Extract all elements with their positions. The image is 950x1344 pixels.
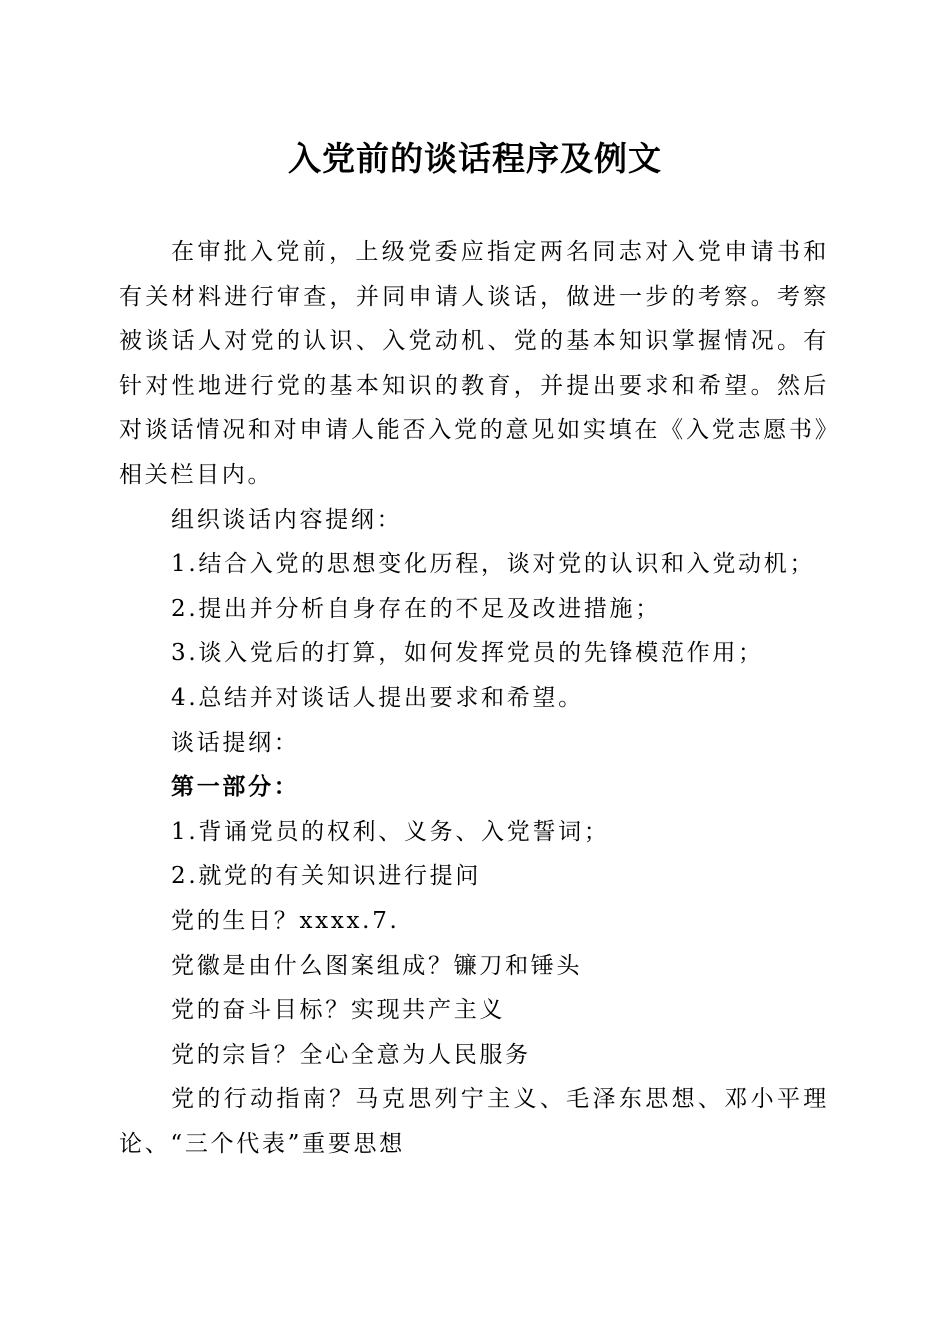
document-title: 入党前的谈话程序及例文 xyxy=(288,139,662,178)
outline-item: 3.谈入党后的打算，如何发挥党员的先锋模范作用； xyxy=(171,640,764,667)
section-heading: 第一部分： xyxy=(171,773,300,801)
outline-item: 2.提出并分析自身存在的不足及改进措施； xyxy=(171,595,661,622)
question-line: 党的生日？xxxx.7. xyxy=(171,907,400,934)
talk-outline-heading: 谈话提纲： xyxy=(171,729,300,756)
section-item: 1.背诵党员的权利、义务、入党誓词； xyxy=(171,818,610,845)
outline-item: 1.结合入党的思想变化历程，谈对党的认识和入党动机； xyxy=(171,551,816,578)
outline-heading: 组织谈话内容提纲： xyxy=(171,506,403,533)
question-line: 党的行动指南？马克思列宁主义、毛泽东思想、邓小平理论、“三个代表”重要思想 xyxy=(119,1086,829,1157)
question-line: 党的宗旨？全心全意为人民服务 xyxy=(171,1041,531,1068)
document-body xyxy=(119,230,829,1166)
question-line: 党徽是由什么图案组成？镰刀和锤头 xyxy=(171,952,583,979)
intro-paragraph: 在审批入党前，上级党委应指定两名同志对入党申请书和有关材料进行审查，并同申请人谈话，做进一步的考察。考察被谈话人对党的认识、入党动机、党的基本知识掌握情况。有针对性地进行党的基本知识的教育，并提出要求和希望。然后对谈话情况和对申请人能否入党的意见如实填在《入党志愿书》相关栏目内。 xyxy=(119,239,829,488)
section-item: 2.就党的有关知识进行提问 xyxy=(171,863,482,890)
question-line: 党的奋斗目标？实现共产主义 xyxy=(171,997,506,1024)
outline-item: 4.总结并对谈话人提出要求和希望。 xyxy=(171,684,584,711)
